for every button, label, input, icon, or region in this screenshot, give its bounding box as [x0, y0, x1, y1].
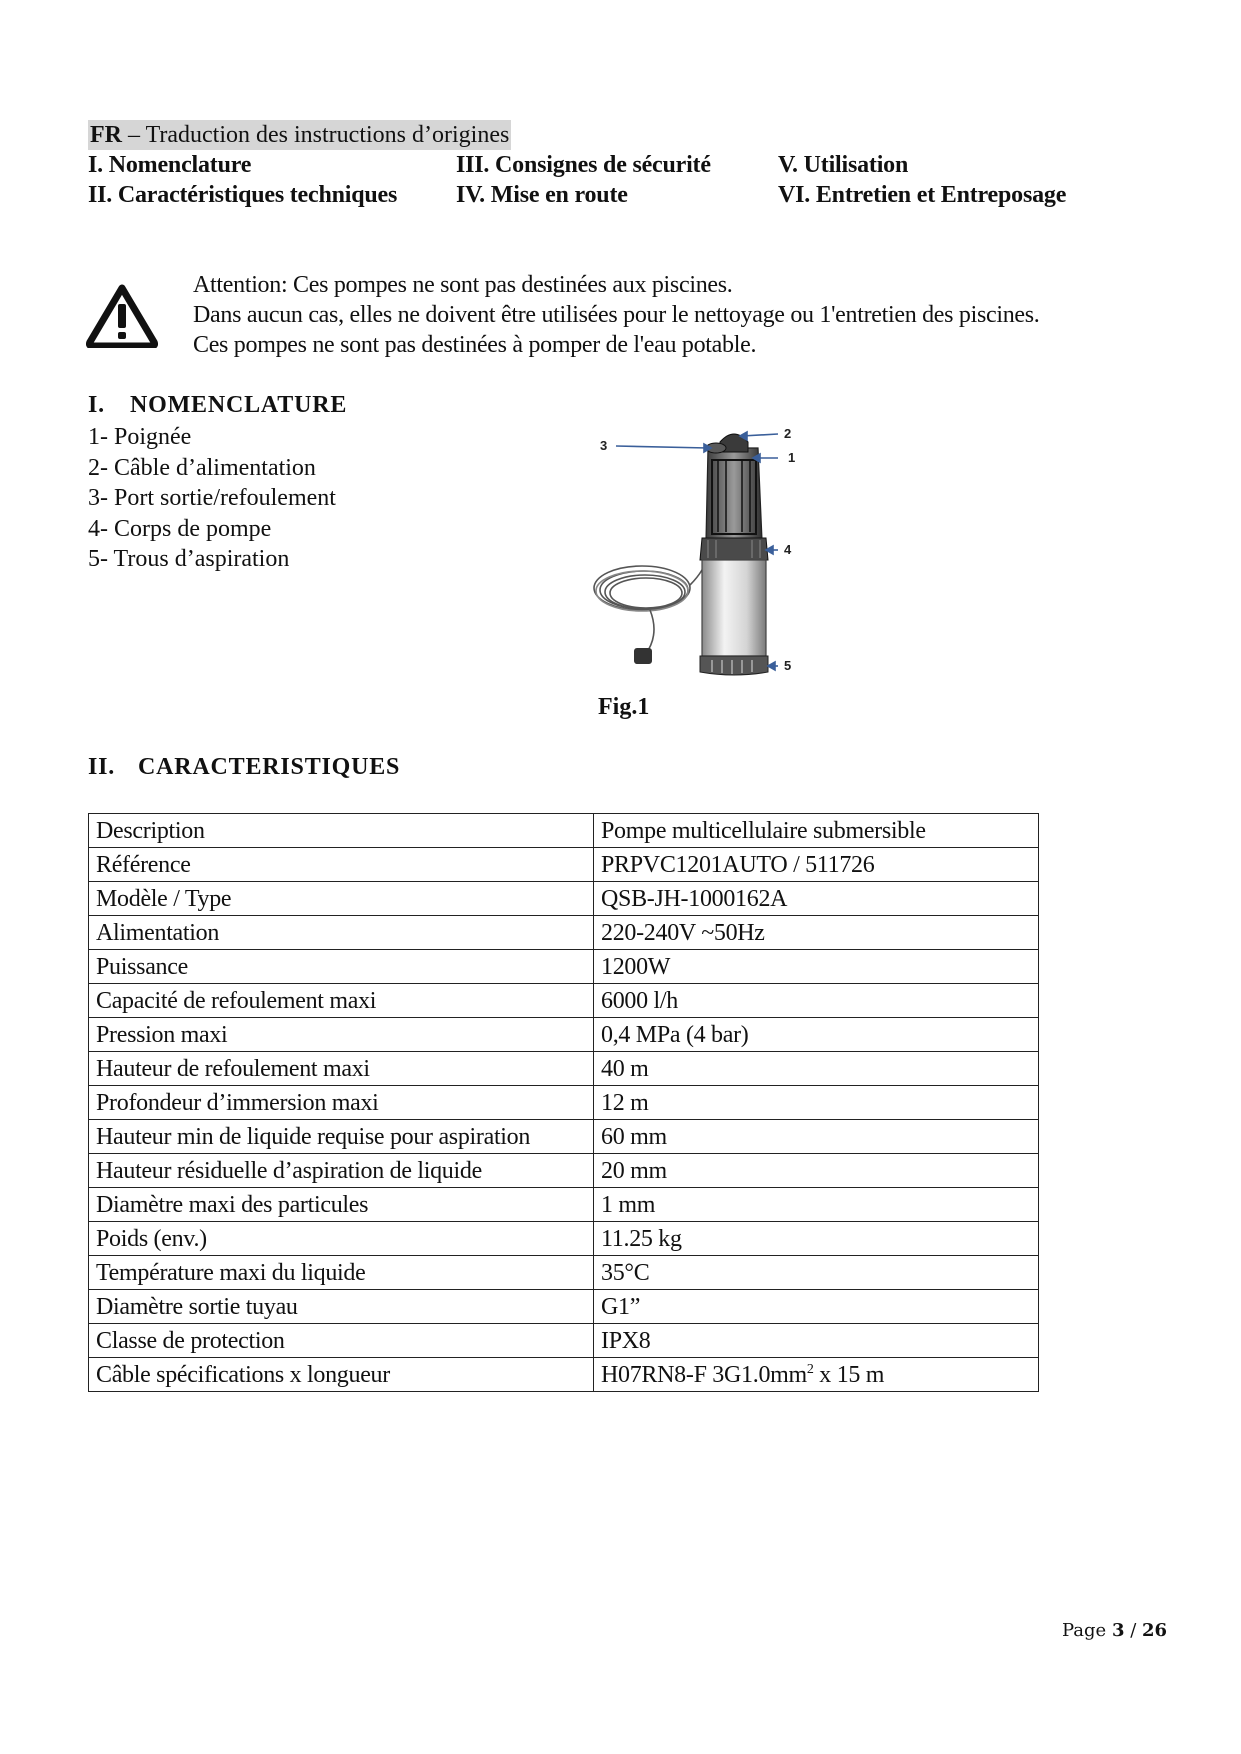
spec-label: Hauteur de refoulement maxi — [89, 1052, 594, 1086]
spec-value — [594, 1358, 1039, 1392]
list-item: 1- Poignée — [88, 424, 192, 450]
language-code: FR — [90, 122, 122, 148]
spec-value: 220-240V ~50Hz — [594, 916, 1039, 950]
spec-value: IPX8 — [594, 1324, 1039, 1358]
spec-label: Température maxi du liquide — [89, 1256, 594, 1290]
spec-label: Classe de protection — [89, 1324, 594, 1358]
spec-value-superscript: 2 — [806, 1362, 814, 1377]
page-prefix: Page — [1062, 1620, 1112, 1641]
spec-value: 11.25 kg — [594, 1222, 1039, 1256]
spec-value: QSB-JH-1000162A — [594, 882, 1039, 916]
section-title: NOMENCLATURE — [130, 392, 348, 418]
table-row — [89, 848, 1039, 882]
nomenclature-list — [88, 422, 336, 575]
toc-item-mise-en-route: IV. Mise en route — [456, 182, 628, 208]
spec-label: Puissance — [89, 950, 594, 984]
table-row — [89, 1086, 1039, 1120]
table-row — [89, 1358, 1039, 1392]
spec-value: Pompe multicellulaire submersible — [594, 814, 1039, 848]
spec-label: Diamètre sortie tuyau — [89, 1290, 594, 1324]
callout-label: 1 — [788, 450, 796, 465]
spec-label: Modèle / Type — [89, 882, 594, 916]
spec-label: Câble spécifications x longueur — [89, 1358, 594, 1392]
page-number — [1062, 1620, 1167, 1641]
spec-value-suffix: x 15 m — [813, 1362, 885, 1388]
list-item: 4- Corps de pompe — [88, 515, 272, 542]
page-separator: / — [1124, 1620, 1142, 1641]
spec-label: Alimentation — [89, 916, 594, 950]
warning-triangle-icon — [86, 284, 158, 348]
spec-value: 20 mm — [594, 1154, 1039, 1188]
spec-value: G1” — [594, 1290, 1039, 1324]
table-row — [89, 1120, 1039, 1154]
list-item: 5- Trous d’aspiration — [88, 546, 290, 572]
warning-line: Attention: Ces pompes ne sont pas destinées aux piscines. — [193, 272, 733, 298]
page-total: 26 — [1141, 1620, 1168, 1641]
toc-item-caracteristiques: II. Caractéristiques techniques — [88, 182, 398, 208]
table-row — [89, 1256, 1039, 1290]
table-row — [89, 882, 1039, 916]
table-row — [89, 1052, 1039, 1086]
spec-value: 1 mm — [594, 1188, 1039, 1222]
spec-label: Diamètre maxi des particules — [89, 1188, 594, 1222]
page-current: 3 — [1111, 1620, 1125, 1641]
spec-label: Description — [89, 814, 594, 848]
callout-label: 2 — [784, 426, 792, 441]
table-row — [89, 1324, 1039, 1358]
toc-item-utilisation: V. Utilisation — [778, 152, 909, 178]
pump-figure — [590, 420, 860, 690]
table-row — [89, 1188, 1039, 1222]
table-row — [89, 916, 1039, 950]
warning-line: Dans aucun cas, elles ne doivent être utilisées pour le nettoyage ou 1'entretien des piscines. — [193, 302, 1040, 328]
spec-value: 35°C — [594, 1256, 1039, 1290]
language-title: – Traduction des instructions d’origines — [122, 122, 510, 148]
section-heading-caracteristiques — [88, 752, 400, 782]
warning-line: Ces pompes ne sont pas destinées à pomper de l'eau potable. — [193, 332, 757, 358]
cable-coil — [594, 555, 708, 655]
section-number: II. — [88, 754, 116, 780]
spec-value: 1200W — [594, 950, 1039, 984]
spec-label: Capacité de refoulement maxi — [89, 984, 594, 1018]
spec-value: 0,4 MPa (4 bar) — [594, 1018, 1039, 1052]
document-language-header — [88, 120, 511, 150]
figure-caption: Fig.1 — [598, 694, 650, 720]
spec-value: 6000 l/h — [594, 984, 1039, 1018]
toc-item-entretien: VI. Entretien et Entreposage — [778, 182, 1067, 208]
section-heading-nomenclature — [88, 390, 347, 420]
table-row — [89, 1018, 1039, 1052]
callout-label: 4 — [784, 542, 792, 557]
spec-label: Hauteur min de liquide requise pour aspiration — [89, 1120, 594, 1154]
spec-value: 12 m — [594, 1086, 1039, 1120]
warning-text — [193, 270, 1040, 360]
callout-label: 5 — [784, 658, 792, 673]
list-item: 2- Câble d’alimentation — [88, 454, 316, 481]
section-title: CARACTERISTIQUES — [138, 754, 401, 780]
section-number: I. — [88, 392, 105, 418]
spec-value: PRPVC1201AUTO / 511726 — [594, 848, 1039, 882]
plug-icon — [634, 648, 652, 664]
table-row — [89, 984, 1039, 1018]
table-row — [89, 1154, 1039, 1188]
spec-label: Référence — [89, 848, 594, 882]
table-row — [89, 814, 1039, 848]
spec-value-main: H07RN8-F 3G1.0mm — [601, 1362, 807, 1388]
table-row — [89, 1290, 1039, 1324]
table-row — [89, 950, 1039, 984]
spec-label: Pression maxi — [89, 1018, 594, 1052]
spec-value: 40 m — [594, 1052, 1039, 1086]
list-item: 3- Port sortie/refoulement — [88, 485, 336, 511]
toc-item-consignes: III. Consignes de sécurité — [456, 152, 711, 178]
spec-value: 60 mm — [594, 1120, 1039, 1154]
callout-label: 3 — [600, 438, 608, 453]
specifications-table — [88, 813, 1039, 1392]
table-row — [89, 1222, 1039, 1256]
spec-label: Profondeur d’immersion maxi — [89, 1086, 594, 1120]
spec-label: Hauteur résiduelle d’aspiration de liquide — [89, 1154, 594, 1188]
toc-item-nomenclature: I. Nomenclature — [88, 152, 252, 178]
spec-label: Poids (env.) — [89, 1222, 594, 1256]
